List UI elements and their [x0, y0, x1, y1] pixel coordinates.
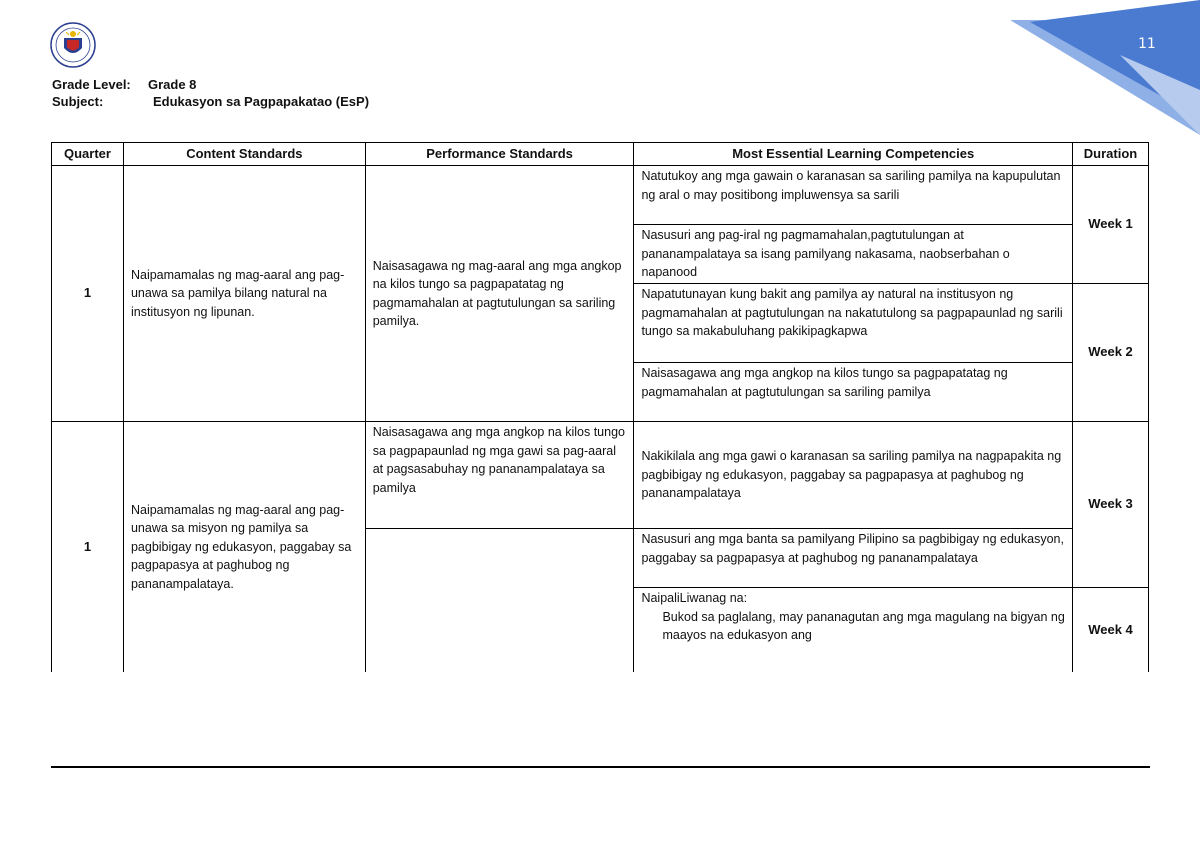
- deped-seal-logo: [50, 22, 96, 68]
- subject-label: Subject:: [52, 94, 104, 109]
- corner-decoration: [1010, 0, 1200, 135]
- duration-cell: Week 3: [1073, 422, 1149, 588]
- melc-cell: Napatutunayan kung bakit ang pamilya ay natural na institusyon ng pagmamahalan at pagtutulungan na nakatutulong sa pagpapaunlad ng sarili tungo sa makabuluhang pakikipagkapwa: [634, 284, 1073, 363]
- melc-cell: Natutukoy ang mga gawain o karanasan sa sariling pamilya na kapupulutan ng aral o may positibong impluwensya sa sarili: [634, 166, 1073, 225]
- quarter-cell: 1: [52, 166, 124, 422]
- melc-subitem: Bukod sa paglalang, may pananagutan ang mga magulang na bigyan ng maayos na edukasyon ang: [662, 609, 1065, 642]
- page-number: 11: [1138, 36, 1156, 52]
- header-melc: Most Essential Learning Competencies: [634, 143, 1073, 166]
- header-performance-standards: Performance Standards: [365, 143, 634, 166]
- footer-divider: [51, 766, 1150, 768]
- header-duration: Duration: [1073, 143, 1149, 166]
- header-quarter: Quarter: [52, 143, 124, 166]
- performance-standard-cell-empty: [365, 529, 634, 673]
- melc-cell: [634, 588, 1073, 673]
- subject-value: Edukasyon sa Pagpapakatao (EsP): [153, 94, 370, 109]
- quarter-cell: 1: [52, 422, 124, 673]
- header-content-standards: Content Standards: [123, 143, 365, 166]
- performance-standard-cell: Naisasagawa ang mga angkop na kilos tungo sa pagpapaunlad ng mga gawi sa pag-aaral at pagsasabuhay ng pananampalataya sa pamilya: [365, 422, 634, 529]
- duration-cell: Week 4: [1073, 588, 1149, 673]
- table-header-row: [52, 143, 1149, 166]
- grade-level-value: Grade 8: [148, 77, 197, 92]
- melc-table: [51, 142, 1149, 672]
- melc-cell: Nasusuri ang mga banta sa pamilyang Pilipino sa pagbibigay ng edukasyon, paggabay sa pagpapasya at paghubog ng pananampalataya: [634, 529, 1073, 588]
- document-meta: [52, 76, 369, 110]
- content-standard-cell: Naipamamalas ng mag-aaral ang pag-unawa sa misyon ng pamilya sa pagbibigay ng edukasyon, paggabay sa pagpapasya at paghubog ng pananampalataya.: [123, 422, 365, 673]
- melc-cell: Nasusuri ang pag-iral ng pagmamahalan,pagtutulungan at pananampalataya sa isang pamilyang nakasama, naobserbahan o napanood: [634, 225, 1073, 284]
- table-row: [52, 166, 1149, 225]
- duration-cell: Week 2: [1073, 284, 1149, 422]
- melc-intro: NaipaliLiwanag na:: [641, 591, 748, 605]
- content-standard-cell: Naipamamalas ng mag-aaral ang pag-unawa sa pamilya bilang natural na institusyon ng lipunan.: [123, 166, 365, 422]
- performance-standard-cell: Naisasagawa ng mag-aaral ang mga angkop na kilos tungo sa pagpapatatag ng pagmamahalan at pagtutulungan sa sariling pamilya.: [365, 166, 634, 422]
- melc-cell: Naisasagawa ang mga angkop na kilos tungo sa pagpapatatag ng pagmamahalan at pagtutulungan sa sariling pamilya: [634, 363, 1073, 422]
- duration-cell: Week 1: [1073, 166, 1149, 284]
- grade-level-label: Grade Level:: [52, 77, 131, 92]
- table-row: [52, 422, 1149, 529]
- melc-cell: Nakikilala ang mga gawi o karanasan sa sariling pamilya na nagpapakita ng pagbibigay ng edukasyon, paggabay sa pagpapasya at paghubog ng pananampalataya: [634, 422, 1073, 529]
